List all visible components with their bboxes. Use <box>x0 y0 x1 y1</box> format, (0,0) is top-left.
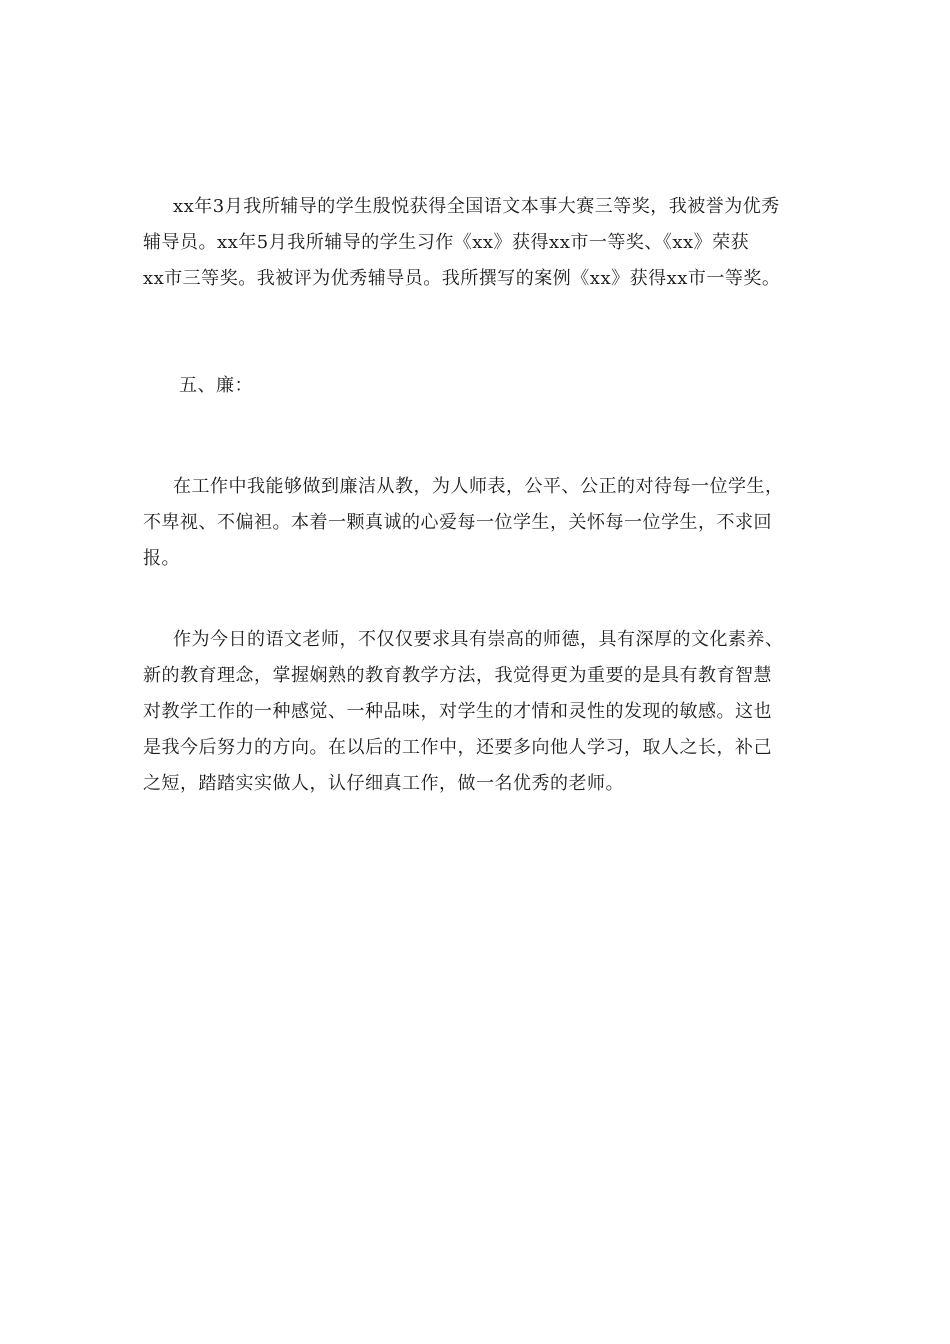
paragraph-conclusion <box>143 622 803 802</box>
paragraph-line: 报。 <box>143 548 180 569</box>
paragraph-line: 对教学工作的一种感觉、一种品味，对学生的才情和灵性的发现的敏感。这也 <box>143 701 772 722</box>
paragraph-line: xx市三等奖。我被评为优秀辅导员。我所撰写的案例《xx》获得xx市一等奖。 <box>143 268 781 289</box>
paragraph-line: xx年3月我所辅导的学生殷悦获得全国语文本事大赛三等奖，我被誉为优秀 <box>173 196 780 217</box>
paragraph-line: 在工作中我能够做到廉洁从教，为人师表，公平、公正的对待每一位学生， <box>173 476 784 497</box>
paragraph-line: 是我今后努力的方向。在以后的工作中，还要多向他人学习，取人之长，补己 <box>143 737 772 758</box>
section-heading: 五、廉： <box>179 375 253 396</box>
paragraph-line: 不卑视、不偏袒。本着一颗真诚的心爱每一位学生，关怀每一位学生，不求回 <box>143 512 772 533</box>
paragraph-awards <box>143 189 803 297</box>
paragraph-line: 之短，踏踏实实做人，认仔细真工作，做一名优秀的老师。 <box>143 773 624 794</box>
paragraph-line: 作为今日的语文老师，不仅仅要求具有崇高的师德，具有深厚的文化素养、 <box>173 629 784 650</box>
paragraph-line: 新的教育理念，掌握娴熟的教育教学方法，我觉得更为重要的是具有教育智慧 <box>143 665 772 686</box>
paragraph-integrity <box>143 469 803 577</box>
paragraph-line: 辅导员。xx年5月我所辅导的学生习作《xx》获得xx市一等奖、《xx》荣获 <box>143 232 750 253</box>
